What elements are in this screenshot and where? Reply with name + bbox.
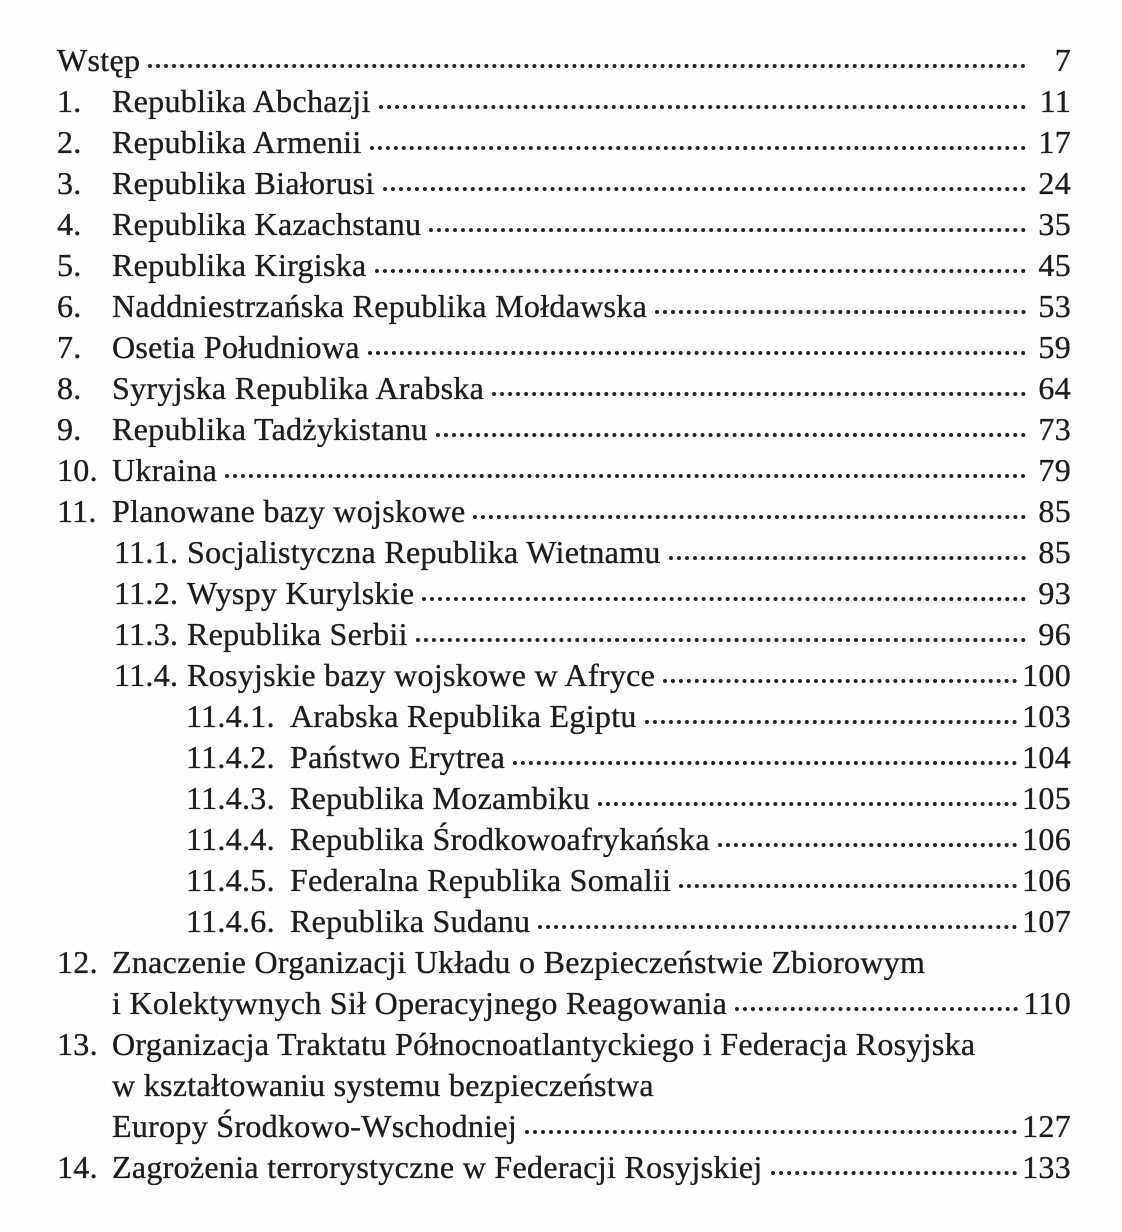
toc-entry-page: 133 bbox=[1022, 1149, 1071, 1185]
dot-leader bbox=[368, 351, 1026, 355]
toc-entry bbox=[0, 655, 1071, 696]
toc-entry-number: 1. bbox=[57, 83, 82, 119]
toc-entry-title: Ukraina bbox=[112, 452, 218, 488]
toc-entry-number: 7. bbox=[57, 329, 82, 365]
toc-entry-number: 11.4.4. bbox=[186, 821, 275, 857]
dot-leader bbox=[655, 310, 1026, 314]
dot-leader bbox=[513, 761, 1017, 765]
dot-leader bbox=[598, 802, 1017, 806]
toc-entry-page: 35 bbox=[1038, 206, 1071, 242]
toc-entry-page: 106 bbox=[1022, 862, 1071, 898]
toc-entry bbox=[0, 491, 1071, 532]
toc-entry-title: Republika Serbii bbox=[187, 616, 408, 652]
toc-entry bbox=[0, 450, 1071, 491]
toc-entry-title: i Kolektywnych Sił Operacyjnego Reagowania bbox=[112, 985, 728, 1021]
toc-entry bbox=[0, 1024, 1071, 1065]
toc-entry-page: 85 bbox=[1038, 493, 1071, 529]
toc-entry-page: 45 bbox=[1038, 247, 1071, 283]
dot-leader bbox=[538, 925, 1017, 929]
toc-entry-page: 104 bbox=[1022, 739, 1071, 775]
toc-entry-number: 2. bbox=[57, 124, 82, 160]
toc-entry-page: 93 bbox=[1038, 575, 1071, 611]
dot-leader bbox=[663, 679, 1017, 683]
toc-entry-page: 100 bbox=[1022, 657, 1071, 693]
toc-entry-number: 11.2. bbox=[114, 575, 179, 611]
dot-leader bbox=[735, 1007, 1018, 1011]
toc-entry-page: 127 bbox=[1022, 1108, 1071, 1144]
toc-entry-number: 11.4.6. bbox=[186, 903, 275, 939]
dot-leader bbox=[383, 187, 1026, 191]
toc-entry bbox=[0, 122, 1071, 163]
toc-entry bbox=[0, 696, 1071, 737]
toc-entry-title: Republika Kazachstanu bbox=[112, 206, 422, 242]
toc-entry-page: 7 bbox=[1054, 42, 1071, 78]
toc-entry-page: 107 bbox=[1022, 903, 1071, 939]
toc-entry bbox=[0, 573, 1071, 614]
toc-entry-title: Federalna Republika Somalii bbox=[290, 862, 672, 898]
toc-entry-title: Zagrożenia terrorystyczne w Federacji Rosyjskiej bbox=[112, 1149, 763, 1185]
toc-entry-title: Osetia Południowa bbox=[112, 329, 360, 365]
toc-entry-number: 11.3. bbox=[114, 616, 179, 652]
toc-entry bbox=[0, 327, 1071, 368]
toc-entry-number: 11.4. bbox=[114, 657, 179, 693]
toc-entry bbox=[0, 819, 1071, 860]
toc-entry-number: 12. bbox=[57, 944, 98, 980]
toc-entry bbox=[0, 614, 1071, 655]
toc-entry bbox=[0, 737, 1071, 778]
toc-entry-page: 59 bbox=[1038, 329, 1071, 365]
dot-leader bbox=[148, 64, 1026, 68]
toc-entry-page: 73 bbox=[1038, 411, 1071, 447]
dot-leader bbox=[645, 720, 1017, 724]
toc-entry-number: 11.4.1. bbox=[186, 698, 275, 734]
toc-entry-title: Republika Białorusi bbox=[112, 165, 375, 201]
dot-leader bbox=[669, 556, 1026, 560]
dot-leader bbox=[473, 515, 1026, 519]
toc-entry bbox=[0, 860, 1071, 901]
toc-entry bbox=[0, 245, 1071, 286]
dot-leader bbox=[429, 228, 1026, 232]
toc-entry-page: 53 bbox=[1038, 288, 1071, 324]
toc-entry-number: 14. bbox=[57, 1149, 98, 1185]
toc-entry bbox=[0, 983, 1071, 1024]
toc-entry-page: 103 bbox=[1022, 698, 1071, 734]
dot-leader bbox=[422, 597, 1026, 601]
toc-entry-number: 6. bbox=[57, 288, 82, 324]
toc-list bbox=[0, 40, 1071, 1188]
toc-entry-title: Republika Mozambiku bbox=[290, 780, 590, 816]
toc-entry-number: 8. bbox=[57, 370, 82, 406]
toc-entry-title: Wstęp bbox=[57, 42, 141, 78]
toc-entry bbox=[0, 1106, 1071, 1147]
toc-entry-title: Organizacja Traktatu Północnoatlantyckiego i Federacja Rosyjska bbox=[112, 1026, 976, 1062]
toc-entry bbox=[0, 409, 1071, 450]
toc-entry-title: Syryjska Republika Arabska bbox=[112, 370, 485, 406]
dot-leader bbox=[225, 474, 1026, 478]
toc-entry-page: 85 bbox=[1038, 534, 1071, 570]
toc-entry bbox=[0, 40, 1071, 81]
toc-entry-title: Republika Abchazji bbox=[112, 83, 371, 119]
toc-entry-title: Socjalistyczna Republika Wietnamu bbox=[187, 534, 661, 570]
toc-entry-number: 9. bbox=[57, 411, 82, 447]
toc-entry-number: 11. bbox=[57, 493, 97, 529]
dot-leader bbox=[375, 269, 1026, 273]
toc-entry bbox=[0, 286, 1071, 327]
toc-entry bbox=[0, 532, 1071, 573]
toc-entry bbox=[0, 901, 1071, 942]
toc-entry-title: Arabska Republika Egiptu bbox=[290, 698, 637, 734]
toc-entry-number: 13. bbox=[57, 1026, 98, 1062]
toc-entry-page: 105 bbox=[1022, 780, 1071, 816]
toc-entry bbox=[0, 778, 1071, 819]
toc-entry bbox=[0, 942, 1071, 983]
toc-entry-page: 24 bbox=[1038, 165, 1071, 201]
dot-leader bbox=[492, 392, 1026, 396]
dot-leader bbox=[679, 884, 1017, 888]
toc-entry-page: 17 bbox=[1038, 124, 1071, 160]
toc-entry-title: Republika Sudanu bbox=[290, 903, 531, 939]
toc-entry-title: Wyspy Kurylskie bbox=[187, 575, 415, 611]
toc-entry-title: Europy Środkowo-Wschodniej bbox=[112, 1108, 518, 1144]
toc-entry-title: w kształtowaniu systemu bezpieczeństwa bbox=[112, 1067, 654, 1103]
toc-entry bbox=[0, 368, 1071, 409]
toc-entry bbox=[0, 204, 1071, 245]
toc-entry-number: 11.4.2. bbox=[186, 739, 275, 775]
toc-entry-number: 11.1. bbox=[114, 534, 179, 570]
toc-entry-title: Naddniestrzańska Republika Mołdawska bbox=[112, 288, 648, 324]
dot-leader bbox=[436, 433, 1026, 437]
dot-leader bbox=[370, 146, 1026, 150]
toc-entry bbox=[0, 163, 1071, 204]
toc-entry-title: Republika Armenii bbox=[112, 124, 362, 160]
toc-entry-title: Znaczenie Organizacji Układu o Bezpieczeństwie Zbiorowym bbox=[112, 944, 926, 980]
toc-entry bbox=[0, 1147, 1071, 1188]
toc-entry-number: 11.4.3. bbox=[186, 780, 275, 816]
toc-entry bbox=[0, 1065, 1071, 1106]
toc-entry bbox=[0, 81, 1071, 122]
toc-entry-number: 3. bbox=[57, 165, 82, 201]
toc-entry-title: Planowane bazy wojskowe bbox=[112, 493, 466, 529]
toc-entry-page: 11 bbox=[1039, 83, 1071, 119]
toc-entry-title: Republika Środkowoafrykańska bbox=[290, 821, 710, 857]
dot-leader bbox=[525, 1130, 1017, 1134]
toc-entry-number: 5. bbox=[57, 247, 82, 283]
toc-entry-title: Republika Kirgiska bbox=[112, 247, 367, 283]
dot-leader bbox=[771, 1171, 1017, 1175]
toc-entry-number: 4. bbox=[57, 206, 82, 242]
toc-entry-page: 106 bbox=[1022, 821, 1071, 857]
toc-entry-title: Państwo Erytrea bbox=[290, 739, 506, 775]
dot-leader bbox=[718, 843, 1017, 847]
toc-entry-page: 110 bbox=[1023, 985, 1071, 1021]
toc-entry-title: Rosyjskie bazy wojskowe w Afryce bbox=[187, 657, 656, 693]
toc-entry-number: 10. bbox=[57, 452, 98, 488]
toc-entry-page: 64 bbox=[1038, 370, 1071, 406]
dot-leader bbox=[379, 105, 1026, 109]
toc-entry-title: Republika Tadżykistanu bbox=[112, 411, 428, 447]
toc-entry-number: 11.4.5. bbox=[186, 862, 275, 898]
toc-entry-page: 96 bbox=[1038, 616, 1071, 652]
dot-leader bbox=[416, 638, 1026, 642]
toc-entry-page: 79 bbox=[1038, 452, 1071, 488]
